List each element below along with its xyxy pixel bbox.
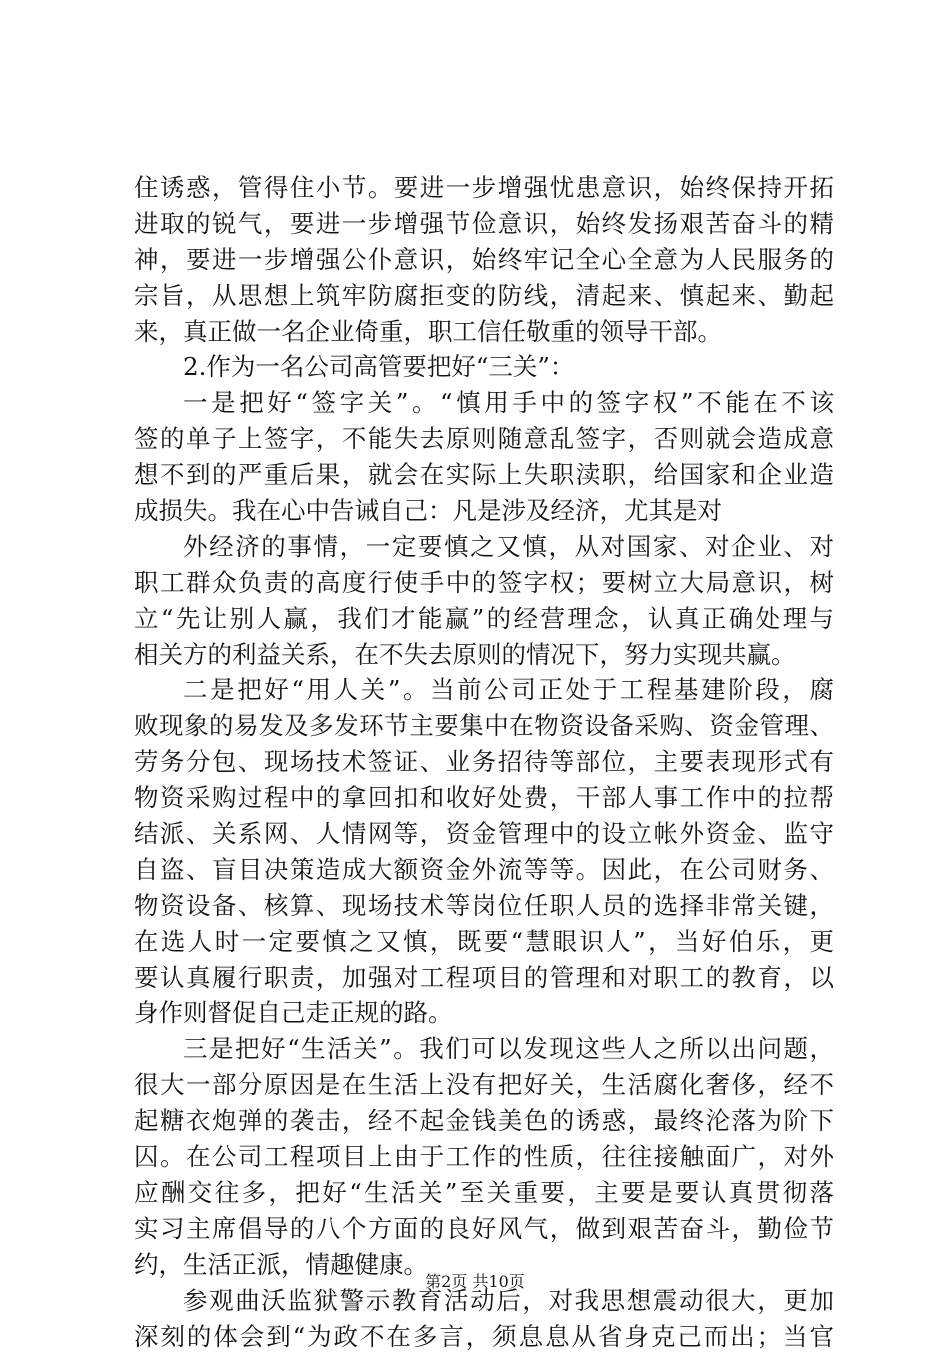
text-line: 二是把好“用人关”。当前公司正处于工程基建阶段，腐	[134, 672, 834, 708]
text-line: 起糖衣炮弹的袭击，经不起金钱美色的诱惑，最终沦落为阶下	[134, 1103, 834, 1139]
text-line: 深刻的体会到“为政不在多言，须息息从省身克己而出；当官	[134, 1319, 834, 1354]
text-line: 很大一部分原因是在生活上没有把好关，生活腐化奢侈，经不	[134, 1067, 834, 1103]
text-line: 身作则督促自己走正规的路。	[134, 995, 834, 1031]
text-line: 在选人时一定要慎之又慎，既要“慧眼识人”，当好伯乐，更	[134, 924, 834, 960]
page-footer: 第2页 共10页	[0, 1269, 950, 1292]
text-line: 一是把好“签字关”。“慎用手中的签字权”不能在不该	[134, 385, 834, 421]
text-line: 劳务分包、现场技术签证、业务招待等部位，主要表现形式有	[134, 744, 834, 780]
text-line: 2.作为一名公司高管要把好“三关”：	[134, 349, 834, 385]
text-line: 自盗、盲目决策造成大额资金外流等等。因此，在公司财务、	[134, 852, 834, 888]
text-line: 参观曲沃监狱警示教育活动后，对我思想震动很大，更加	[134, 1283, 834, 1319]
text-line: 要认真履行职责，加强对工程项目的管理和对职工的教育，以	[134, 960, 834, 996]
text-line: 相关方的利益关系，在不失去原则的情况下，努力实现共赢。	[134, 637, 834, 673]
text-line: 外经济的事情，一定要慎之又慎，从对国家、对企业、对	[134, 529, 834, 565]
text-line: 成损失。我在心中告诫自己：凡是涉及经济，尤其是对	[134, 493, 834, 529]
document-body	[134, 170, 834, 1354]
text-line: 约，生活正派，情趣健康。	[134, 1247, 834, 1283]
text-line: 物资采购过程中的拿回扣和收好处费，干部人事工作中的拉帮	[134, 780, 834, 816]
text-line: 住诱惑，管得住小节。要进一步增强忧患意识，始终保持开拓	[134, 170, 834, 206]
text-line: 来，真正做一名企业倚重，职工信任敬重的领导干部。	[134, 314, 834, 350]
text-line: 三是把好“生活关”。我们可以发现这些人之所以出问题，	[134, 1031, 834, 1067]
text-line: 实习主席倡导的八个方面的良好风气，做到艰苦奋斗，勤俭节	[134, 1211, 834, 1247]
text-line: 囚。在公司工程项目上由于工作的性质，往往接触面广，对外	[134, 1139, 834, 1175]
text-line: 物资设备、核算、现场技术等岗位任职人员的选择非常关键，	[134, 888, 834, 924]
text-line: 职工群众负责的高度行使手中的签字权；要树立大局意识，树	[134, 565, 834, 601]
text-line: 立“先让别人赢，我们才能赢”的经营理念，认真正确处理与	[134, 601, 834, 637]
text-line: 宗旨，从思想上筑牢防腐拒变的防线，清起来、慎起来、勤起	[134, 278, 834, 314]
text-line: 想不到的严重后果，就会在实际上失职渎职，给国家和企业造	[134, 457, 834, 493]
text-line: 签的单子上签字，不能失去原则随意乱签字，否则就会造成意	[134, 421, 834, 457]
text-line: 败现象的易发及多发环节主要集中在物资设备采购、资金管理、	[134, 708, 834, 744]
text-line: 应酬交往多，把好“生活关”至关重要，主要是要认真贯彻落	[134, 1175, 834, 1211]
text-line: 进取的锐气，要进一步增强节俭意识，始终发扬艰苦奋斗的精	[134, 206, 834, 242]
text-line: 神，要进一步增强公仆意识，始终牢记全心全意为人民服务的	[134, 242, 834, 278]
text-line: 结派、关系网、人情网等，资金管理中的设立帐外资金、监守	[134, 816, 834, 852]
